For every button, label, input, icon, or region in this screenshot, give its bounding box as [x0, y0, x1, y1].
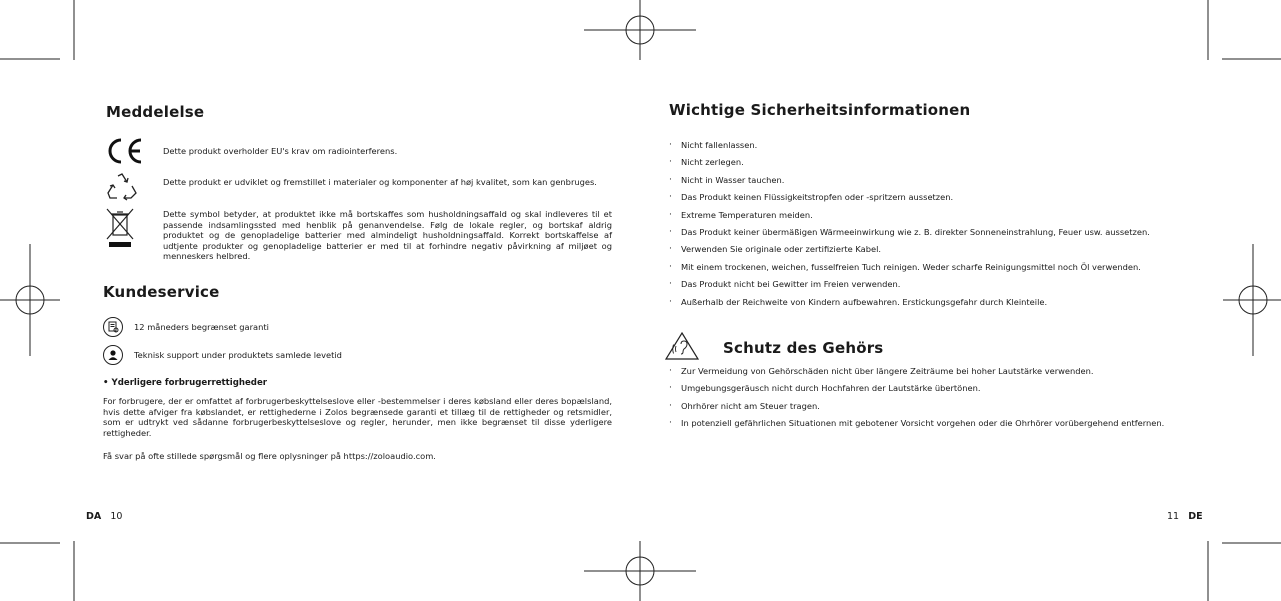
list-item: · Nicht fallenlassen.	[669, 140, 1209, 151]
list-item: · Extreme Temperaturen meiden.	[669, 210, 1209, 221]
ce-mark-icon	[103, 137, 145, 165]
hearing-warning-icon	[664, 331, 700, 361]
list-item: · Mit einem trockenen, weichen, fusselfreien Tuch reinigen. Weder scharfe Reinigungsmittel noch Öl verwenden.	[669, 262, 1209, 273]
list-item: · Das Produkt keiner übermäßigen Wärmeeinwirkung wie z. B. direkter Sonneneinstrahlung, Feuer usw. aussetzen.	[669, 227, 1209, 238]
service-item-warranty	[103, 317, 269, 337]
list-item: · Das Produkt keinen Flüssigkeitstropfen oder -spritzern aussetzen.	[669, 192, 1209, 203]
safety-heading: Wichtige Sicherheitsinformationen	[669, 101, 971, 119]
safety-list	[669, 140, 1209, 314]
list-item: · Außerhalb der Reichweite von Kindern aufbewahren. Erstickungsgefahr durch Kleinteile.	[669, 297, 1209, 308]
language-code: DE	[1188, 511, 1203, 522]
page-footer-right	[1167, 504, 1203, 523]
hearing-list	[669, 366, 1189, 436]
registration-mark-top	[584, 0, 696, 60]
language-code: DA	[86, 511, 102, 522]
service-heading: Kundeservice	[103, 283, 220, 301]
rights-heading: • Yderligere forbrugerrettigheder	[103, 378, 268, 388]
rights-text: For forbrugere, der er omfattet af forbrugerbeskyttelseslove eller -bestemmelser i deres købsland eller deres bopælsland, hvis dette afviger fra købslandet, er rettighederne i Zolos begrænsede garanti et tillæg til de rettigheder og retsmidler, som er udtrykt ved sådanne forbrugerbeskyttelseslove og regler, herunder, men ikke begrænset til disse yderligere rettigheder.	[103, 396, 612, 438]
notice-heading: Meddelelse	[106, 103, 205, 121]
list-item: · In potenziell gefährlichen Situationen mit gebotener Vorsicht vorgehen oder die Ohrhörer vorübergehend entfernen.	[669, 418, 1189, 429]
support-person-icon	[103, 345, 123, 365]
notice-text-recycle: Dette produkt er udviklet og fremstillet i materialer og komponenter af høj kvalitet, som kan genbruges.	[163, 177, 597, 187]
warranty-icon	[103, 317, 123, 337]
notice-text-ce: Dette produkt overholder EU's krav om radiointerferens.	[163, 146, 398, 156]
registration-mark-left	[0, 244, 60, 356]
service-item-label: Teknisk support under produktets samlede levetid	[134, 350, 342, 360]
list-item: · Umgebungsgeräusch nicht durch Hochfahren der Lautstärke übertönen.	[669, 383, 1189, 394]
list-item: · Nicht in Wasser tauchen.	[669, 175, 1209, 186]
faq-text: Få svar på ofte stillede spørgsmål og flere oplysninger på https://zoloaudio.com.	[103, 451, 436, 461]
page-number: 11	[1167, 511, 1180, 522]
list-item: · Zur Vermeidung von Gehörschäden nicht über längere Zeiträume bei hoher Lautstärke verwenden.	[669, 366, 1189, 377]
crossed-bin-icon	[104, 207, 136, 249]
registration-mark-bottom	[584, 541, 696, 601]
list-item: · Ohrhörer nicht am Steuer tragen.	[669, 401, 1189, 412]
list-item: · Das Produkt nicht bei Gewitter im Freien verwenden.	[669, 279, 1209, 290]
recycle-icon	[104, 172, 140, 202]
service-item-support	[103, 345, 342, 365]
page-footer-left	[86, 504, 122, 523]
page-number: 10	[110, 511, 123, 522]
service-item-label: 12 måneders begrænset garanti	[134, 322, 269, 332]
notice-text-weee: Dette symbol betyder, at produktet ikke må bortskaffes som husholdningsaffald og skal indleveres til et passende indsamlingssted med henblik på genanvendelse. Følg de lokale regler, og bortskaf aldrig produktet og de genopladelige batterier med almindeligt husholdningsaffald. Korrekt bortskaffelse af udtjente produkter og genopladelige batterier er med til at forhindre negativ påvirkning af miljøet og menneskers helbred.	[163, 209, 612, 262]
registration-mark-right	[1223, 244, 1281, 356]
list-item: · Verwenden Sie originale oder zertifizierte Kabel.	[669, 244, 1209, 255]
list-item: · Nicht zerlegen.	[669, 157, 1209, 168]
hearing-heading: Schutz des Gehörs	[723, 339, 884, 357]
